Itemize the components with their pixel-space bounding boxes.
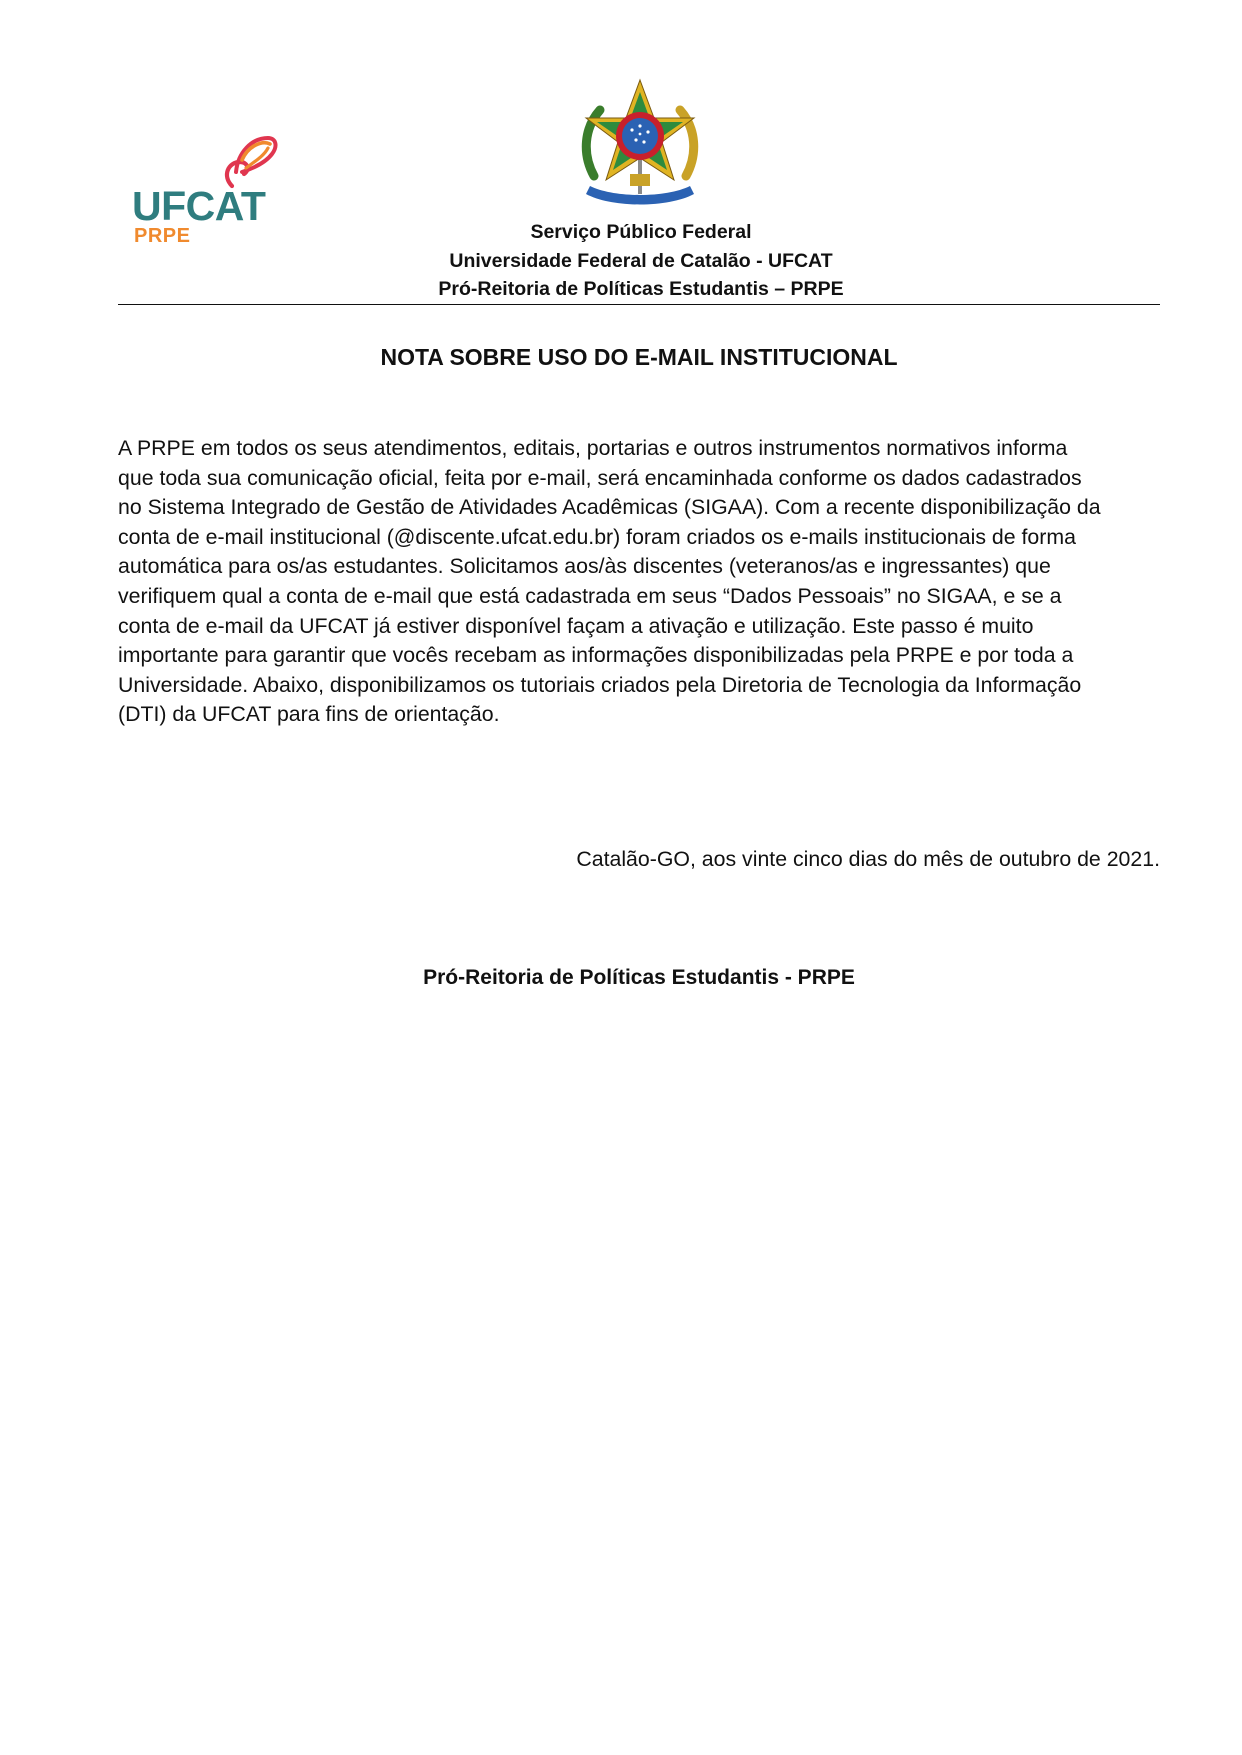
prpe-wordmark: PRPE [134, 225, 191, 247]
body-line: importante para garantir que vocês recebam as informações disponibilizadas pela PRPE e por toda a [118, 643, 1074, 668]
body-line: automática para os/as estudantes. Solicitamos aos/às discentes (veteranos/as e ingressantes) que [118, 554, 1051, 579]
institution-header [0, 218, 1242, 304]
body-line: (DTI) da UFCAT para fins de orientação. [118, 702, 500, 727]
body-line: A PRPE em todos os seus atendimentos, editais, portarias e outros instrumentos normativos informa [118, 436, 1068, 460]
header-line-department: Pró-Reitoria de Políticas Estudantis – PRPE [438, 278, 844, 300]
body-line: verifiquem qual a conta de e-mail que está cadastrada em seus “Dados Pessoais” no SIGAA, e se a [118, 583, 1062, 608]
body-line: conta de e-mail da UFCAT já estiver disponível façam a ativação e utilização. Este passo é muito [118, 613, 1034, 638]
ufcat-wordmark: UFCAT [132, 183, 266, 229]
date-place-line: Catalão-GO, aos vinte cinco dias do mês de outubro de 2021. [576, 847, 1160, 871]
body-line: conta de e-mail institucional (@discente.ufcat.edu.br) foram criados os e-mails institucionais de forma [118, 524, 1076, 549]
header-line-service: Serviço Público Federal [530, 221, 752, 243]
brazil-coat-of-arms-icon [572, 76, 708, 212]
document-title: NOTA SOBRE USO DO E-MAIL INSTITUCIONAL [380, 344, 898, 370]
body-line: Universidade. Abaixo, disponibilizamos os tutoriais criados pela Diretoria de Tecnologia da Informação [118, 672, 1082, 697]
body-line: no Sistema Integrado de Gestão de Atividades Acadêmicas (SIGAA). Com a recente disponibilização da [118, 495, 1101, 520]
signature-block: Pró-Reitoria de Políticas Estudantis - PRPE [423, 966, 855, 989]
body-line: que toda sua comunicação oficial, feita por e-mail, será encaminhada conforme os dados cadastrados [118, 465, 1082, 490]
header-line-university: Universidade Federal de Catalão - UFCAT [449, 249, 833, 272]
body-paragraph [118, 434, 1160, 730]
header-divider [118, 304, 1160, 305]
